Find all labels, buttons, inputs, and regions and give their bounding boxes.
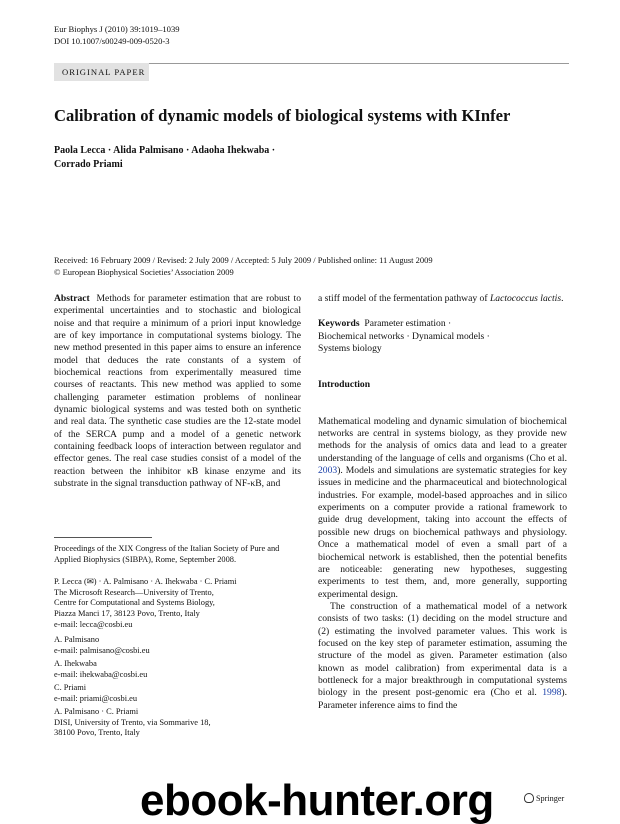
affiliation-1: P. Lecca (✉) · A. Palmisano · A. Ihekwaba · C. Priami The Microsoft Research—University of Trento, Centre for Computational and Systems Biology, Piazza Manci 17, 38123 Povo, Trento, Italy e-mail: lecca@cosbi.eu [54, 577, 237, 629]
affiliation-3: A. Ihekwaba e-mail: ihekwaba@cosbi.eu [54, 659, 148, 679]
right-column [318, 293, 567, 712]
intro-paragraph-1: Mathematical modeling and dynamic simulation of biochemical networks are central in systems biology, as they provide new methods for the analysis of omics data and lead to a greater understanding of the language of cells and organisms (Cho et al. 2003). Models and simulations are systematic strategies for key issues in medicine and the pharmaceutical and biotechnological industries. For example, model-based approaches and in silico experiments on a computer provide a rational framework to guide drug development, taking into account the effects of possible new drugs on biochemical pathways and physiology. Once a mathematical model of even a small part of a biochemical network is established, then the potential benefits are noticeable: generating new hypotheses, suggesting experiments to test them, and, more generally, supporting experimental design. [318, 415, 567, 600]
doi: DOI 10.1007/s00249-009-0520-3 [54, 35, 170, 46]
affiliation-2: A. Palmisano e-mail: palmisano@cosbi.eu [54, 635, 150, 655]
journal-header [54, 24, 180, 47]
springer-horse-icon [524, 793, 534, 803]
left-column [54, 293, 301, 491]
history-dates: Received: 16 February 2009 / Revised: 2 July 2009 / Accepted: 5 July 2009 / Published online: 11 August 2009 [54, 255, 433, 265]
author-list [54, 144, 275, 172]
copyright: © European Biophysical Societies’ Association 2009 [54, 266, 234, 277]
publisher-name: Springer [536, 794, 565, 803]
affiliation-4: C. Priami e-mail: priami@cosbi.eu [54, 683, 138, 703]
email-link[interactable]: e-mail: priami@cosbi.eu [54, 693, 138, 703]
intro-paragraph-2: The construction of a mathematical model of a network consists of two tasks: (1) deciding on the model structure and (2) estimating the involved parameter values. This work is focused on the key step of parameter estimation, assuming the structure of the model as given. Parameter estimation (also known as model calibration) from experimental data is a bottleneck for a major breakthrough in computational systems biology in the present post-genomic era (Cho et al. 1998). Parameter inference aims to find the [318, 600, 567, 711]
section-label: ORIGINAL PAPER [54, 63, 149, 81]
keywords-label: Keywords [318, 318, 360, 330]
watermark: ebook-hunter.org [140, 776, 494, 824]
section-heading: Introduction [318, 379, 371, 391]
paper-title: Calibration of dynamic models of biological systems with KInfer [54, 106, 511, 125]
proceedings-note: Proceedings of the XIX Congress of the Italian Society of Pure and Applied Biophysics (SIBPA), Rome, September 2008. [54, 544, 280, 564]
footnote-rule [54, 537, 152, 538]
author-line-1: Paola Lecca · Alida Palmisano · Adaoha Ihekwaba · [54, 145, 276, 156]
citation-link[interactable]: 1998 [542, 687, 562, 699]
affiliation-5: A. Palmisano · C. Priami DISI, University of Trento, via Sommarive 18, 38100 Povo, Trento, Italy [54, 707, 211, 738]
email-link[interactable]: e-mail: ihekwaba@cosbi.eu [54, 669, 148, 679]
abstract [54, 293, 301, 491]
author-line-2: Corrado Priami [54, 159, 123, 170]
species-name: Lactococcus lactis [489, 293, 562, 304]
abstract-label: Abstract [54, 293, 90, 304]
publication-history [54, 255, 433, 278]
abstract-continued: a stiff model of the fermentation pathway of Lactococcus lactis. [318, 293, 564, 304]
email-link[interactable]: e-mail: palmisano@cosbi.eu [54, 645, 150, 655]
email-link[interactable]: e-mail: lecca@cosbi.eu [54, 619, 133, 629]
journal-citation: Eur Biophys J (2010) 39:1019–1039 [54, 24, 180, 34]
abstract-text: Methods for parameter estimation that are robust to experimental uncertainties and to stochastic and biological noise and that require a minimum of a priori input knowledge are of key importance in computational systems biology. The new method presented in this paper aims to ensure an inference model that deduces the rate constants of a system of biochemical reactions from experimentally measured time courses of reactants. This new method was applied to some challenging parameter estimation problems of nonlinear dynamic biological systems and was tested both on synthetic and real data. The synthetic case studies are the 12-state model of the SERCA pump and a model of a genetic network containing feedback loops of interaction between regulator and effector genes. The real case studies consist of a model of the reaction between the inhibitor κB kinase enzyme and its substrate in the signal transduction pathway of NF-κB, and [54, 293, 302, 490]
keywords: Keywords Parameter estimation · Biochemical networks · Dynamical models · Systems biology [318, 318, 490, 355]
publisher-logo [524, 793, 564, 803]
citation-link[interactable]: 2003 [318, 465, 338, 477]
